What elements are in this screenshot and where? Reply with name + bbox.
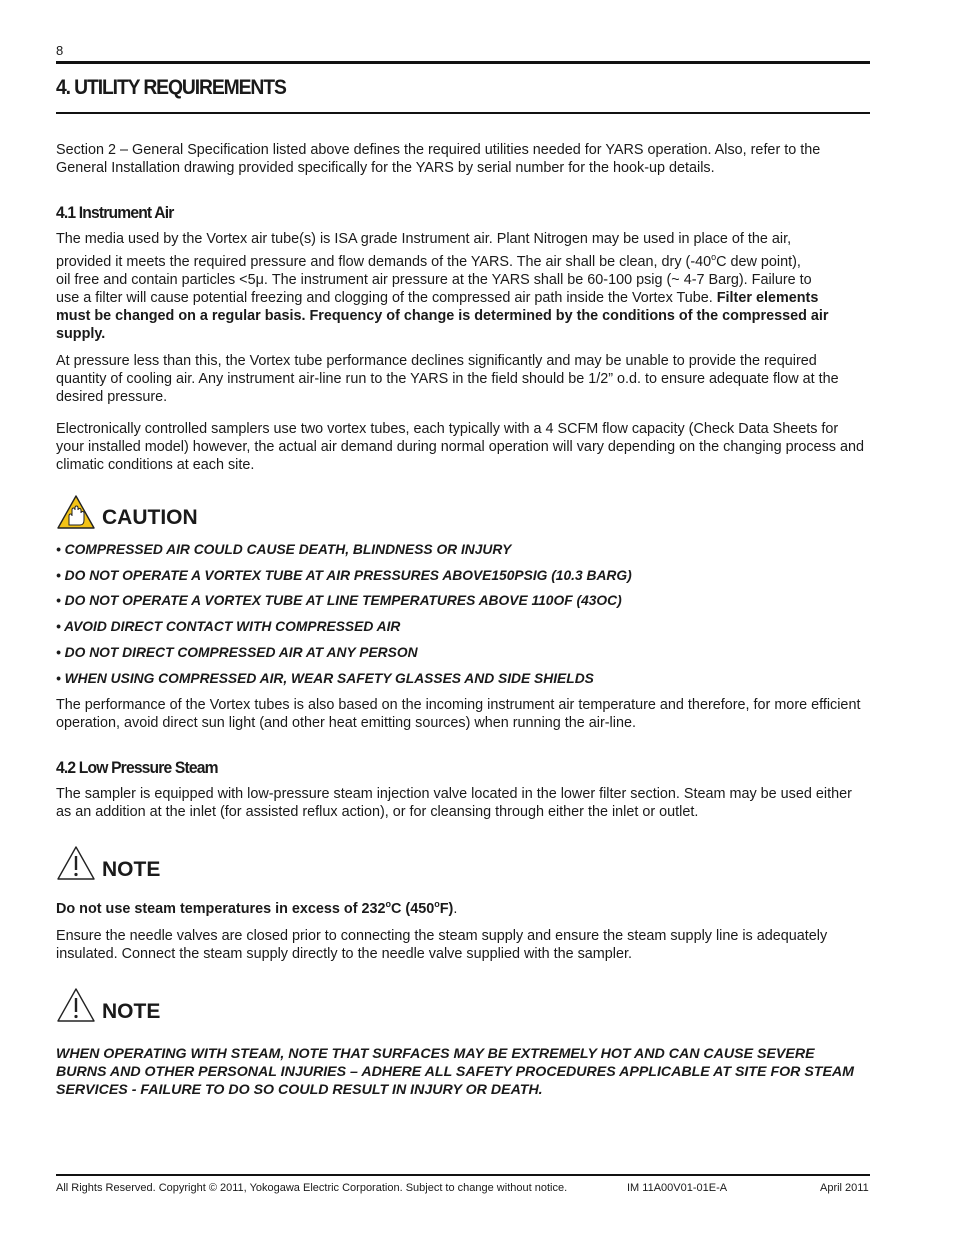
note-title: NOTE bbox=[102, 858, 161, 881]
intro-paragraph: Section 2 – General Specification listed above defines the required utilities needed for YARS operation. Also, refer to the General Installation drawing provided specifically for the YARS by serial number for the hook-up details. bbox=[56, 142, 821, 176]
steam-heading: 4.2 Low Pressure Steam bbox=[56, 758, 218, 777]
top-rule bbox=[56, 61, 870, 64]
caution-after-paragraph: The performance of the Vortex tubes is also based on the incoming instrument air temperature and therefore, for more efficient operation, avoid direct sun light (and other heat emitting sources) when running the air-line. bbox=[56, 697, 861, 731]
page-number: 8 bbox=[56, 43, 64, 58]
instrument-air-heading: 4.1 Instrument Air bbox=[56, 203, 174, 222]
footer-date: April 2011 bbox=[820, 1182, 869, 1194]
footer-doc-id: IM 11A00V01-01E-A bbox=[627, 1182, 728, 1194]
instrument-air-paragraph-1: The media used by the Vortex air tube(s) is ISA grade Instrument air. Plant Nitrogen may be used in place of the air, provided it meets the required pressure and flow demands of the YARS. The air shall be clean, dry (-40$^o$C dew point), oil free and contain particles <5μ. The instrument air pressure at the YARS shall be 60-100 psig (~ 4-7 Barg). Failure to use a filter will cause potential freezing and clogging of the compressed air path inside the Vortex Tube. Filter elements must be changed on a regular basis. Frequency of change is determined by the conditions of the compressed air supply. bbox=[56, 231, 829, 342]
caution-title: CAUTION bbox=[102, 506, 198, 529]
steam-warning-text: WHEN OPERATING WITH STEAM, NOTE THAT SURFACES MAY BE EXTREMELY HOT AND CAN CAUSE SEVERE BURNS AND OTHER PERSONAL INJURIES – ADHERE ALL SAFETY PROCEDURES APPLICABLE AT SITE FOR STEAM SERVICES - FAILURE TO DO SO COULD RESULT IN INJURY OR DEATH. bbox=[56, 1046, 854, 1098]
exclamation-triangle-icon bbox=[56, 845, 96, 881]
note-steam-temperature: Do not use steam temperatures in excess of 232$^o$C (450$^o$F). bbox=[56, 899, 458, 917]
instrument-air-paragraph-2: At pressure less than this, the Vortex tube performance declines significantly and may be unable to provide the required quantity of cooling air. Any instrument air-line run to the YARS in the field should be 1/2” o.d. to ensure adequate flow at the desired pressure. bbox=[56, 353, 839, 405]
caution-item: • DO NOT DIRECT COMPRESSED AIR AT ANY PERSON bbox=[56, 645, 418, 660]
instrument-air-paragraph-3: Electronically controlled samplers use two vortex tubes, each typically with a 4 SCFM flow capacity (Check Data Sheets for your installed model) however, the actual air demand during normal operation will vary depending on the changing process and climatic conditions at each site. bbox=[56, 421, 864, 473]
caution-item: • AVOID DIRECT CONTACT WITH COMPRESSED AIR bbox=[56, 619, 401, 634]
note-paragraph: Ensure the needle valves are closed prior to connecting the steam supply and ensure the steam supply line is adequately insulated. Connect the steam supply directly to the needle valve supplied with the sampler. bbox=[56, 928, 828, 962]
title-rule bbox=[56, 112, 870, 114]
section-title: 4. UTILITY REQUIREMENTS bbox=[56, 76, 286, 99]
note-title: NOTE bbox=[102, 1000, 161, 1023]
caution-item: • DO NOT OPERATE A VORTEX TUBE AT AIR PRESSURES ABOVE150PSIG (10.3 BARG) bbox=[56, 568, 632, 583]
caution-item: • WHEN USING COMPRESSED AIR, WEAR SAFETY GLASSES AND SIDE SHIELDS bbox=[56, 671, 594, 686]
caution-item: • COMPRESSED AIR COULD CAUSE DEATH, BLINDNESS OR INJURY bbox=[56, 542, 512, 557]
footer-copyright: All Rights Reserved. Copyright © 2011, Yokogawa Electric Corporation. Subject to change without notice. bbox=[56, 1182, 568, 1194]
exclamation-triangle-icon bbox=[56, 987, 96, 1023]
hand-warning-icon bbox=[56, 494, 96, 530]
footer-rule bbox=[56, 1174, 870, 1176]
caution-item: • DO NOT OPERATE A VORTEX TUBE AT LINE TEMPERATURES ABOVE 110OF (43OC) bbox=[56, 593, 622, 608]
steam-paragraph: The sampler is equipped with low-pressure steam injection valve located in the lower filter section. Steam may be used either as an addition at the inlet (for assisted reflux action), or for cleansing through either the inlet or outlet. bbox=[56, 786, 852, 820]
